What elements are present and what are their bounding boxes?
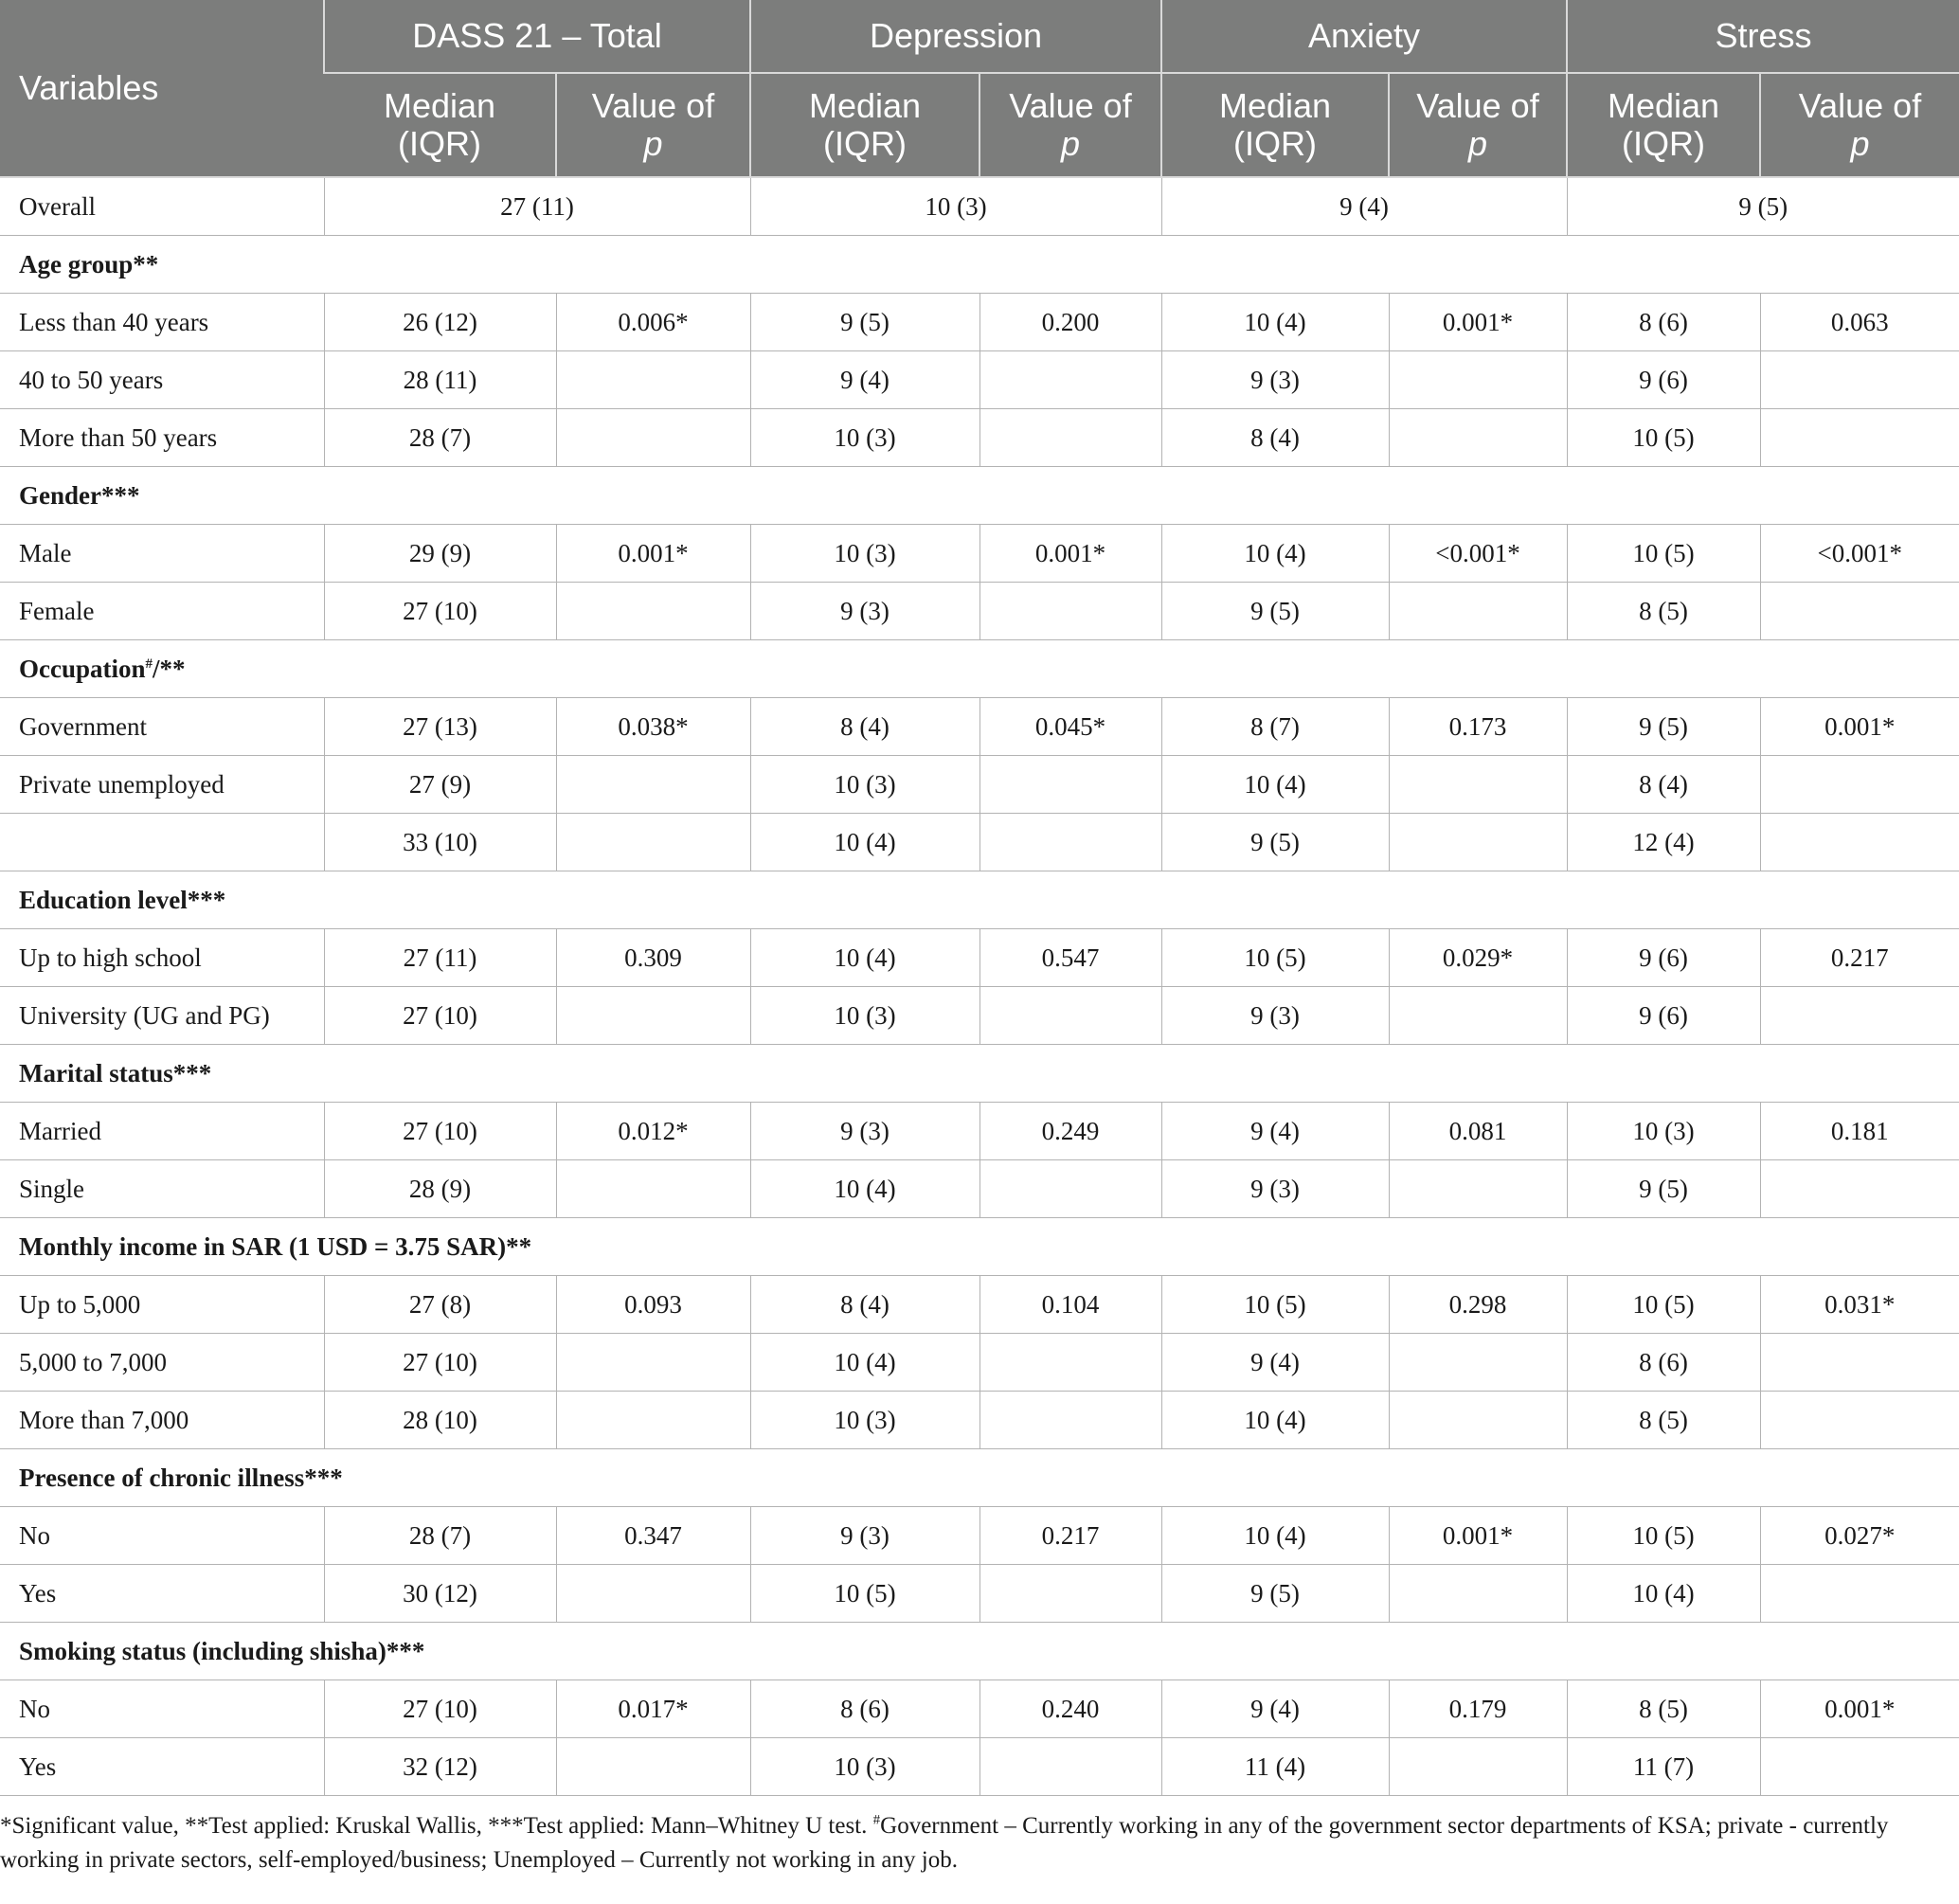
table-row [0, 756, 1959, 814]
p-value-cell [1760, 1334, 1959, 1392]
row-label: Yes [0, 1738, 324, 1796]
p-value-cell: 0.012* [556, 1103, 750, 1160]
section-header-row [0, 1218, 1959, 1276]
section-header-row [0, 236, 1959, 294]
median-iqr-cell: 30 (12) [324, 1565, 556, 1623]
header-value-of-p [1389, 73, 1567, 177]
p-value-cell [980, 409, 1161, 467]
median-iqr-cell: 10 (3) [750, 756, 980, 814]
section-header-row [0, 871, 1959, 929]
median-iqr-cell: 8 (6) [1567, 1334, 1760, 1392]
p-value-cell [1760, 409, 1959, 467]
median-iqr-cell: 8 (6) [750, 1680, 980, 1738]
median-iqr-cell: 10 (3) [1567, 1103, 1760, 1160]
p-value-cell [1389, 1334, 1567, 1392]
median-iqr-cell: 10 (4) [1567, 1565, 1760, 1623]
median-iqr-cell: 9 (6) [1567, 987, 1760, 1045]
p-value-cell [556, 1334, 750, 1392]
p-value-cell: <0.001* [1389, 525, 1567, 583]
row-label: Male [0, 525, 324, 583]
p-value-cell [1760, 756, 1959, 814]
median-iqr-cell: 27 (11) [324, 929, 556, 987]
header-p-line1: Value of [591, 86, 715, 125]
row-label: Less than 40 years [0, 294, 324, 351]
p-value-cell: 0.104 [980, 1276, 1161, 1334]
p-value-cell [1760, 583, 1959, 640]
header-median-line1: Median [1218, 86, 1332, 125]
median-iqr-cell: 10 (3) [750, 987, 980, 1045]
p-value-cell [556, 987, 750, 1045]
median-iqr-cell: 9 (5) [750, 294, 980, 351]
header-row-groups [0, 0, 1959, 73]
header-p-line2: p [1467, 124, 1488, 163]
row-label: More than 50 years [0, 409, 324, 467]
row-label: Government [0, 698, 324, 756]
p-value-cell [1389, 987, 1567, 1045]
median-iqr-cell: 27 (10) [324, 583, 556, 640]
p-value-cell: 0.001* [1760, 1680, 1959, 1738]
header-median-line2: (IQR) [398, 124, 481, 163]
section-title-text: Occupation [19, 654, 146, 683]
p-value-cell: 0.309 [556, 929, 750, 987]
section-title-suffix: *** [187, 885, 226, 914]
header-group-stress: Stress [1567, 0, 1959, 73]
median-iqr-cell: 9 (6) [1567, 351, 1760, 409]
header-median-line1: Median [1607, 86, 1720, 125]
p-value-cell: 0.173 [1389, 698, 1567, 756]
median-iqr-cell: 10 (5) [1567, 409, 1760, 467]
p-value-cell [556, 756, 750, 814]
p-value-cell [556, 814, 750, 871]
p-value-cell: 0.063 [1760, 294, 1959, 351]
median-iqr-cell: 10 (4) [1161, 525, 1389, 583]
section-title-suffix: *** [304, 1463, 343, 1492]
median-iqr-cell: 9 (4) [1161, 1680, 1389, 1738]
median-iqr-cell: 10 (5) [750, 1565, 980, 1623]
p-value-cell [1389, 1160, 1567, 1218]
p-value-cell [1389, 814, 1567, 871]
table-row [0, 409, 1959, 467]
median-iqr-cell: 8 (4) [750, 1276, 980, 1334]
table-row [0, 1507, 1959, 1565]
p-value-cell [1389, 351, 1567, 409]
median-iqr-cell: 9 (3) [1161, 1160, 1389, 1218]
section-title-suffix: ** [506, 1231, 532, 1261]
median-iqr-cell: 10 (3) [750, 1392, 980, 1449]
p-value-cell: <0.001* [1760, 525, 1959, 583]
median-iqr-cell: 10 (3) [750, 525, 980, 583]
section-title-suffix: *** [101, 480, 140, 510]
table-header [0, 0, 1959, 177]
section-header-row [0, 640, 1959, 698]
row-label: Up to 5,000 [0, 1276, 324, 1334]
overall-value: 9 (5) [1567, 177, 1959, 236]
table-row [0, 583, 1959, 640]
p-value-cell: 0.347 [556, 1507, 750, 1565]
section-title-text: Smoking status (including shisha) [19, 1636, 386, 1665]
median-iqr-cell: 8 (4) [1161, 409, 1389, 467]
p-value-cell [1760, 1738, 1959, 1796]
section-title-suffix: /** [153, 654, 186, 683]
p-value-cell [556, 1565, 750, 1623]
overall-row [0, 177, 1959, 236]
median-iqr-cell: 28 (9) [324, 1160, 556, 1218]
median-iqr-cell: 27 (10) [324, 1680, 556, 1738]
median-iqr-cell: 12 (4) [1567, 814, 1760, 871]
p-value-cell [980, 814, 1161, 871]
median-iqr-cell: 9 (5) [1567, 1160, 1760, 1218]
row-label: 5,000 to 7,000 [0, 1334, 324, 1392]
section-title-suffix: *** [386, 1636, 425, 1665]
median-iqr-cell: 10 (5) [1161, 929, 1389, 987]
table-row [0, 1680, 1959, 1738]
median-iqr-cell: 27 (13) [324, 698, 556, 756]
p-value-cell [1389, 1392, 1567, 1449]
median-iqr-cell: 9 (3) [750, 1103, 980, 1160]
p-value-cell: 0.217 [1760, 929, 1959, 987]
median-iqr-cell: 10 (4) [750, 814, 980, 871]
section-title [0, 1449, 1959, 1507]
header-p-line2: p [1060, 124, 1081, 163]
header-p-line1: Value of [1416, 86, 1539, 125]
header-group-dass-total: DASS 21 – Total [324, 0, 750, 73]
row-label: No [0, 1680, 324, 1738]
footnote-hash-marker: # [872, 1812, 881, 1828]
median-iqr-cell: 26 (12) [324, 294, 556, 351]
header-median-iqr [324, 73, 556, 177]
row-label: University (UG and PG) [0, 987, 324, 1045]
section-header-row [0, 467, 1959, 525]
header-median-line1: Median [808, 86, 922, 125]
header-value-of-p [556, 73, 750, 177]
table-footnote [0, 1796, 1959, 1877]
header-p-line1: Value of [1009, 86, 1132, 125]
p-value-cell [556, 583, 750, 640]
row-label: Yes [0, 1565, 324, 1623]
p-value-cell [1389, 409, 1567, 467]
median-iqr-cell: 27 (8) [324, 1276, 556, 1334]
median-iqr-cell: 9 (5) [1161, 814, 1389, 871]
median-iqr-cell: 10 (5) [1161, 1276, 1389, 1334]
section-title-text: Presence of chronic illness [19, 1463, 305, 1492]
p-value-cell [556, 1160, 750, 1218]
section-header-row [0, 1623, 1959, 1680]
section-header-row [0, 1449, 1959, 1507]
table-row [0, 929, 1959, 987]
p-value-cell: 0.001* [556, 525, 750, 583]
median-iqr-cell: 29 (9) [324, 525, 556, 583]
median-iqr-cell: 28 (7) [324, 409, 556, 467]
median-iqr-cell: 10 (4) [750, 929, 980, 987]
p-value-cell [980, 756, 1161, 814]
header-p-line1: Value of [1798, 86, 1922, 125]
median-iqr-cell: 27 (10) [324, 1334, 556, 1392]
p-value-cell: 0.031* [1760, 1276, 1959, 1334]
p-value-cell: 0.045* [980, 698, 1161, 756]
median-iqr-cell: 10 (5) [1567, 525, 1760, 583]
median-iqr-cell: 10 (4) [1161, 1507, 1389, 1565]
header-median-iqr [1161, 73, 1389, 177]
header-median-line1: Median [383, 86, 496, 125]
median-iqr-cell: 9 (4) [1161, 1103, 1389, 1160]
footnote-text-part1: *Significant value, **Test applied: Kruskal Wallis, ***Test applied: Mann–Whitney U test. [0, 1813, 873, 1839]
p-value-cell [556, 1738, 750, 1796]
row-label: More than 7,000 [0, 1392, 324, 1449]
header-median-iqr [750, 73, 980, 177]
median-iqr-cell: 8 (5) [1567, 1680, 1760, 1738]
p-value-cell [980, 1334, 1161, 1392]
p-value-cell: 0.006* [556, 294, 750, 351]
header-p-line2: p [643, 124, 663, 163]
table-row [0, 1276, 1959, 1334]
header-median-line2: (IQR) [1622, 124, 1705, 163]
median-iqr-cell: 9 (4) [1161, 1334, 1389, 1392]
median-iqr-cell: 27 (10) [324, 987, 556, 1045]
median-iqr-cell: 9 (6) [1567, 929, 1760, 987]
table-row [0, 1738, 1959, 1796]
p-value-cell [980, 1565, 1161, 1623]
median-iqr-cell: 8 (4) [750, 698, 980, 756]
table-row [0, 351, 1959, 409]
median-iqr-cell: 9 (5) [1161, 1565, 1389, 1623]
median-iqr-cell: 10 (5) [1567, 1276, 1760, 1334]
header-variables: Variables [0, 0, 324, 177]
section-title [0, 1045, 1959, 1103]
row-label: 40 to 50 years [0, 351, 324, 409]
median-iqr-cell: 10 (4) [1161, 756, 1389, 814]
median-iqr-cell: 10 (3) [750, 409, 980, 467]
table-row [0, 294, 1959, 351]
overall-value: 10 (3) [750, 177, 1161, 236]
section-title-suffix: ** [133, 249, 159, 278]
p-value-cell [1760, 351, 1959, 409]
p-value-cell: 0.240 [980, 1680, 1161, 1738]
p-value-cell: 0.001* [1389, 294, 1567, 351]
median-iqr-cell: 28 (11) [324, 351, 556, 409]
median-iqr-cell: 10 (4) [1161, 1392, 1389, 1449]
median-iqr-cell: 10 (4) [750, 1334, 980, 1392]
p-value-cell [1760, 814, 1959, 871]
p-value-cell [1389, 756, 1567, 814]
p-value-cell [980, 583, 1161, 640]
header-median-iqr [1567, 73, 1760, 177]
p-value-cell [1760, 1565, 1959, 1623]
header-group-depression: Depression [750, 0, 1161, 73]
section-title [0, 467, 1959, 525]
p-value-cell: 0.081 [1389, 1103, 1567, 1160]
section-title-text: Marital status [19, 1058, 173, 1087]
overall-label: Overall [0, 177, 324, 236]
p-value-cell [1389, 1565, 1567, 1623]
p-value-cell: 0.217 [980, 1507, 1161, 1565]
median-iqr-cell: 11 (7) [1567, 1738, 1760, 1796]
header-value-of-p [980, 73, 1161, 177]
p-value-cell [1389, 583, 1567, 640]
median-iqr-cell: 8 (7) [1161, 698, 1389, 756]
section-title [0, 236, 1959, 294]
header-group-anxiety: Anxiety [1161, 0, 1567, 73]
section-title [0, 1623, 1959, 1680]
median-iqr-cell: 8 (4) [1567, 756, 1760, 814]
table-row [0, 814, 1959, 871]
p-value-cell: 0.038* [556, 698, 750, 756]
median-iqr-cell: 8 (5) [1567, 583, 1760, 640]
median-iqr-cell: 10 (4) [1161, 294, 1389, 351]
p-value-cell: 0.093 [556, 1276, 750, 1334]
section-title-suffix: *** [172, 1058, 212, 1087]
header-value-of-p [1760, 73, 1959, 177]
p-value-cell [1389, 1738, 1567, 1796]
section-title-sup: # [145, 656, 153, 672]
p-value-cell: 0.181 [1760, 1103, 1959, 1160]
p-value-cell: 0.001* [1389, 1507, 1567, 1565]
p-value-cell [980, 1160, 1161, 1218]
median-iqr-cell: 11 (4) [1161, 1738, 1389, 1796]
p-value-cell [980, 987, 1161, 1045]
row-label: Single [0, 1160, 324, 1218]
median-iqr-cell: 27 (10) [324, 1103, 556, 1160]
header-p-line2: p [1850, 124, 1870, 163]
table-body [0, 177, 1959, 1796]
section-title-text: Gender [19, 480, 101, 510]
overall-value: 9 (4) [1161, 177, 1567, 236]
median-iqr-cell: 9 (3) [750, 1507, 980, 1565]
p-value-cell [556, 409, 750, 467]
section-title [0, 640, 1959, 698]
p-value-cell [980, 1738, 1161, 1796]
p-value-cell [980, 351, 1161, 409]
median-iqr-cell: 28 (10) [324, 1392, 556, 1449]
row-label [0, 814, 324, 871]
section-header-row [0, 1045, 1959, 1103]
table-row [0, 698, 1959, 756]
row-label: Private unemployed [0, 756, 324, 814]
table-row [0, 525, 1959, 583]
median-iqr-cell: 9 (3) [1161, 987, 1389, 1045]
median-iqr-cell: 9 (5) [1161, 583, 1389, 640]
p-value-cell: 0.200 [980, 294, 1161, 351]
median-iqr-cell: 32 (12) [324, 1738, 556, 1796]
p-value-cell [556, 351, 750, 409]
p-value-cell: 0.298 [1389, 1276, 1567, 1334]
median-iqr-cell: 9 (3) [1161, 351, 1389, 409]
table-row [0, 987, 1959, 1045]
p-value-cell: 0.027* [1760, 1507, 1959, 1565]
p-value-cell [1760, 987, 1959, 1045]
overall-value: 27 (11) [324, 177, 750, 236]
p-value-cell: 0.179 [1389, 1680, 1567, 1738]
table-row [0, 1565, 1959, 1623]
row-label: No [0, 1507, 324, 1565]
row-label: Married [0, 1103, 324, 1160]
p-value-cell: 0.001* [1760, 698, 1959, 756]
section-title [0, 871, 1959, 929]
section-title-text: Monthly income in SAR (1 USD = 3.75 SAR) [19, 1231, 507, 1261]
median-iqr-cell: 10 (3) [750, 1738, 980, 1796]
median-iqr-cell: 10 (5) [1567, 1507, 1760, 1565]
p-value-cell [980, 1392, 1161, 1449]
p-value-cell [1760, 1160, 1959, 1218]
row-label: Up to high school [0, 929, 324, 987]
p-value-cell: 0.249 [980, 1103, 1161, 1160]
table-row [0, 1334, 1959, 1392]
p-value-cell: 0.001* [980, 525, 1161, 583]
median-iqr-cell: 9 (4) [750, 351, 980, 409]
footnote-text-part2: Government – Currently working in any of the government sector departments of KSA; private - currently working in private sectors, self-employed/business; Unemployed – Currently not working in any job. [0, 1813, 1889, 1873]
table-row [0, 1160, 1959, 1218]
p-value-cell: 0.029* [1389, 929, 1567, 987]
p-value-cell [1760, 1392, 1959, 1449]
table-row [0, 1103, 1959, 1160]
median-iqr-cell: 33 (10) [324, 814, 556, 871]
median-iqr-cell: 8 (6) [1567, 294, 1760, 351]
header-median-line2: (IQR) [823, 124, 907, 163]
section-title-text: Education level [19, 885, 188, 914]
median-iqr-cell: 9 (3) [750, 583, 980, 640]
p-value-cell [556, 1392, 750, 1449]
table-row [0, 1392, 1959, 1449]
p-value-cell: 0.547 [980, 929, 1161, 987]
p-value-cell: 0.017* [556, 1680, 750, 1738]
median-iqr-cell: 8 (5) [1567, 1392, 1760, 1449]
section-title [0, 1218, 1959, 1276]
header-median-line2: (IQR) [1233, 124, 1317, 163]
median-iqr-cell: 27 (9) [324, 756, 556, 814]
section-title-text: Age group [19, 249, 134, 278]
median-iqr-cell: 9 (5) [1567, 698, 1760, 756]
row-label: Female [0, 583, 324, 640]
median-iqr-cell: 28 (7) [324, 1507, 556, 1565]
median-iqr-cell: 10 (4) [750, 1160, 980, 1218]
